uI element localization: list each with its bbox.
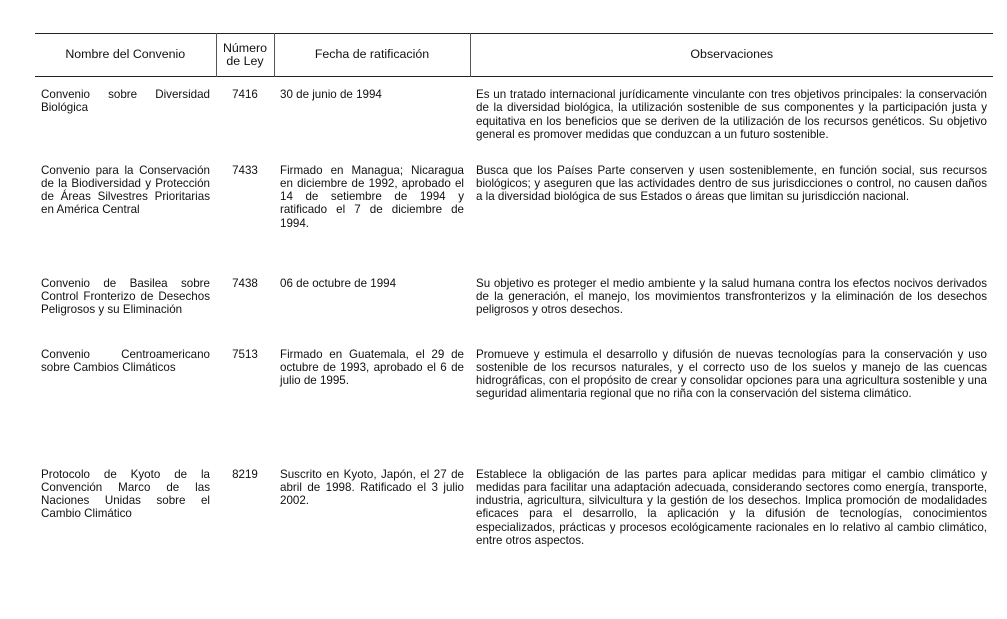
header-row <box>35 34 993 77</box>
row-date: Firmado en Managua; Nicaragua en diciembre de 1992, aprobado el 14 de setiembre de 1994 y ratificado el 7 de diciembre de 1994. <box>280 163 464 230</box>
row-name: Convenio de Basilea sobre Control Fronterizo de Desechos Peligrosos y su Eliminación <box>41 276 210 317</box>
row-name: Convenio para la Conservación de la Biodiversidad y Protección de Áreas Silvestres Prioritarias en América Central <box>41 163 210 217</box>
row-date: Firmado en Guatemala, el 29 de octubre de 1993, aprobado el 6 de julio de 1995. <box>280 347 464 388</box>
row-name: Convenio sobre Diversidad Biológica <box>41 88 210 115</box>
row-date: Suscrito en Kyoto, Japón, el 27 de abril de 1998. Ratificado el 3 julio 2002. <box>280 467 464 508</box>
convenios-table <box>35 33 993 547</box>
row-law-number: 8219 <box>232 467 258 481</box>
row-date: 06 de octubre de 1994 <box>280 276 397 290</box>
row-observations: Su objetivo es proteger el medio ambiente y la salud humana contra los efectos nocivos derivados de la generación, el manejo, los movimientos transfronterizos y la eliminación de los desechos peligrosos y otros desechos. <box>476 276 987 317</box>
row-observations: Es un tratado internacional jurídicamente vinculante con tres objetivos principales: la conservación de la diversidad biológica, la utilización sostenible de sus componentes y la participación justa y equitativa en los beneficios que se deriven de la utilización de los recursos genéticos. Su objetivo general es promover medidas que conduzcan a un futuro sostenible. <box>476 88 987 141</box>
row-law-number: 7438 <box>232 276 258 290</box>
table-row <box>35 268 993 339</box>
row-law-number: 7416 <box>232 88 258 101</box>
header-ratification-date: Fecha de ratificación <box>274 34 470 77</box>
row-date: 30 de junio de 1994 <box>280 88 382 101</box>
header-law-number: Número de Ley <box>216 34 274 77</box>
header-name: Nombre del Convenio <box>65 47 186 62</box>
table-row <box>35 339 993 459</box>
row-name: Protocolo de Kyoto de la Convención Marco de las Naciones Unidas sobre el Cambio Climático <box>41 467 210 521</box>
row-name: Convenio Centroamericano sobre Cambios Climáticos <box>41 347 210 374</box>
table-row <box>35 77 993 155</box>
row-law-number: 7433 <box>232 163 258 177</box>
table-row <box>35 155 993 268</box>
row-observations: Promueve y estimula el desarrollo y difusión de nuevas tecnologías para la conservación y uso sostenible de los recursos naturales, y el correcto uso de los suelos y manejo de las cuencas hidrográficas, con el propósito de crear y consolidar opciones para una agricultura sostenible y una seguridad alimentaria regional que no riña con la conservación del sistema climático. <box>476 347 987 401</box>
row-observations: Busca que los Países Parte conserven y usen sosteniblemente, en función social, sus recursos biológicos; y aseguren que las actividades dentro de sus jurisdicciones o control, no causen daños a la diversidad biológica de sus Estados o áreas que limitan su jurisdicción nacional. <box>476 163 987 204</box>
header-observations: Observaciones <box>470 34 993 77</box>
table-row <box>35 459 993 548</box>
row-observations: Establece la obligación de las partes para aplicar medidas para mitigar el cambio climático y medidas para facilitar una adaptación adecuada, considerando sectores como energía, transporte, industria, agricultura, silvicultura y la gestión de los desechos. Implica promoción de modalidades eficaces para el desarrollo, la aplicación y la difusión de tecnologías, conocimientos especializados, prácticas y procesos ecológicamente racionales en lo relativo al cambio climático, entre otros aspectos. <box>476 467 987 547</box>
row-law-number: 7513 <box>232 347 258 361</box>
